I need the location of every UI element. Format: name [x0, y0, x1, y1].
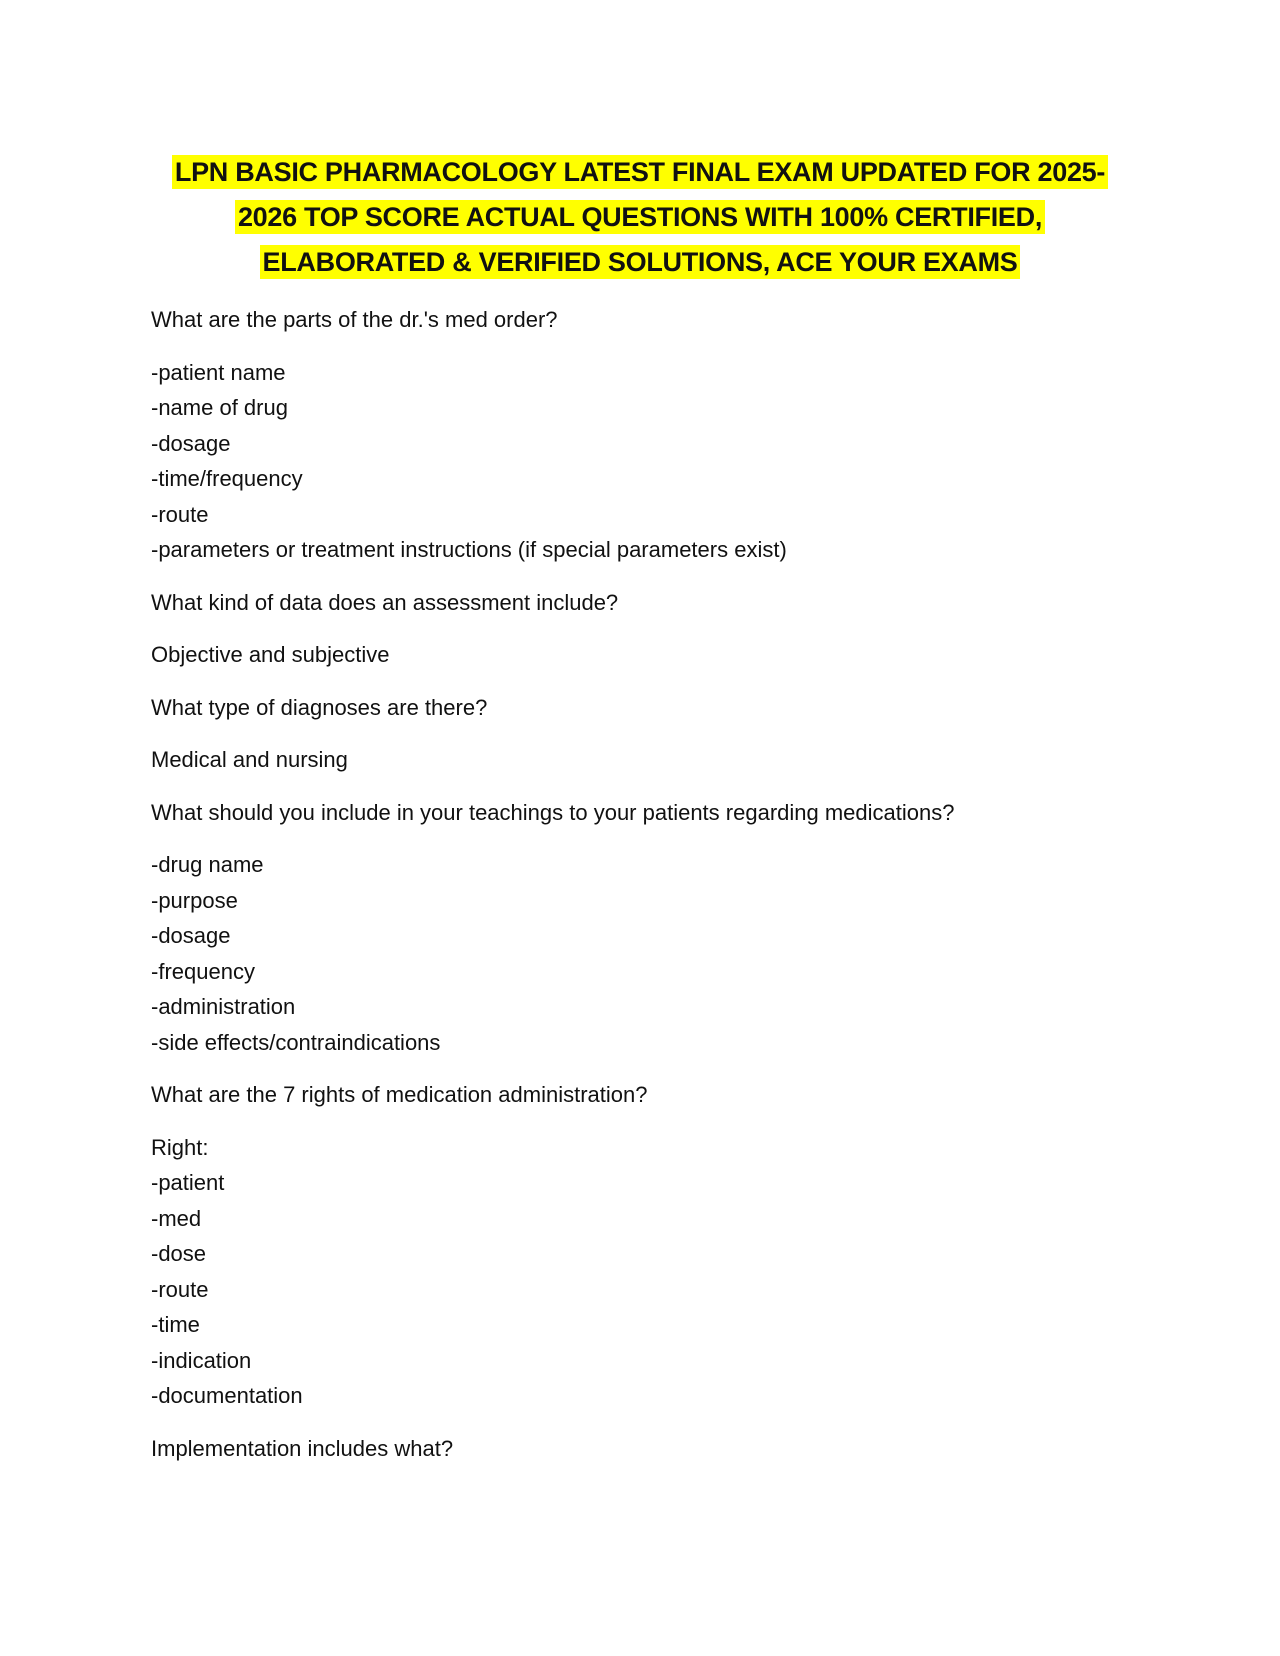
- answer-line: -med: [151, 1205, 202, 1231]
- answer-line: -name of drug: [151, 395, 288, 420]
- answer-line: -indication: [151, 1347, 252, 1373]
- answer-line: -route: [151, 1276, 209, 1302]
- answer-line: Objective and subjective: [151, 642, 390, 667]
- question-3: What type of diagnoses are there?: [151, 694, 488, 720]
- answer-line: -dosage: [151, 923, 231, 948]
- answer-line: -time: [151, 1312, 200, 1337]
- answer-line: -patient: [151, 1170, 225, 1195]
- answer-line: -purpose: [151, 887, 238, 913]
- answer-line: -route: [151, 501, 209, 527]
- answer-line: -dose: [151, 1241, 207, 1266]
- question-5: What are the 7 rights of medication administration?: [151, 1082, 648, 1107]
- answer-4: [151, 847, 1151, 1060]
- answer-line: -patient name: [151, 359, 286, 385]
- answer-2: [151, 637, 1151, 673]
- answer-3: [151, 742, 1151, 778]
- answer-line: -parameters or treatment instructions (if special parameters exist): [151, 537, 787, 562]
- qa-content: [151, 302, 1151, 1483]
- question-4: What should you include in your teachings to your patients regarding medications?: [151, 799, 955, 825]
- answer-line: -frequency: [151, 958, 255, 984]
- answer-line: -drug name: [151, 852, 264, 877]
- answer-5: [151, 1130, 1151, 1414]
- answer-1: [151, 355, 1151, 568]
- question-2: What kind of data does an assessment include?: [151, 589, 619, 615]
- title-highlight: LPN BASIC PHARMACOLOGY LATEST FINAL EXAM UPDATED FOR 2025-2026 TOP SCORE ACTUAL QUESTIONS WITH 100% CERTIFIED, ELABORATED & VERIFIED SOLUTIONS, ACE YOUR EXAMS: [172, 155, 1108, 279]
- document-title: [150, 150, 1130, 285]
- answer-line: Medical and nursing: [151, 747, 348, 772]
- answer-line: Right:: [151, 1134, 209, 1160]
- answer-line: -documentation: [151, 1383, 303, 1408]
- answer-line: -time/frequency: [151, 466, 303, 491]
- answer-line: -dosage: [151, 430, 231, 456]
- question-1: What are the parts of the dr.'s med order?: [151, 307, 558, 332]
- question-6: Implementation includes what?: [151, 1435, 454, 1461]
- answer-line: -administration: [151, 994, 296, 1019]
- answer-line: -side effects/contraindications: [151, 1029, 441, 1055]
